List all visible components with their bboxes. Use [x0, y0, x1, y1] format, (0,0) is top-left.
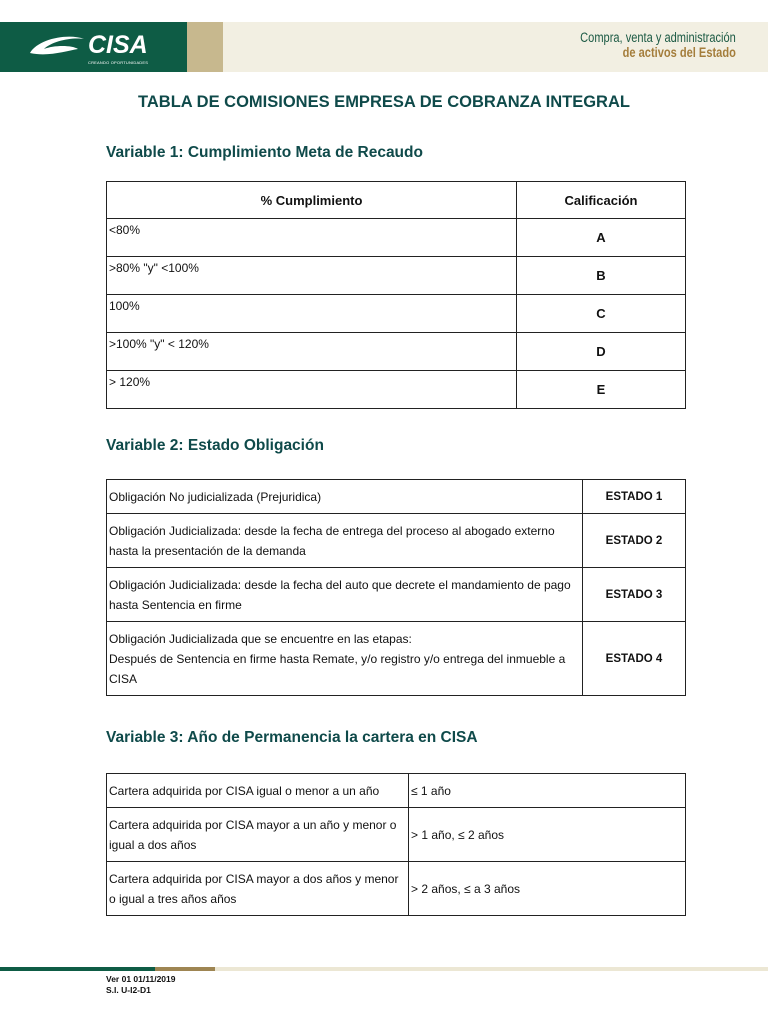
table-row: [107, 257, 686, 295]
grade-cell: B: [517, 257, 686, 295]
table-row: [107, 371, 686, 409]
table-row: [107, 295, 686, 333]
footer-code: S.I. U-I2-D1: [106, 985, 151, 995]
grade-cell: A: [517, 219, 686, 257]
portfolio-range: > 1 año, ≤ 2 años: [409, 808, 686, 862]
table-row: [107, 333, 686, 371]
column-header-cumplimiento: % Cumplimiento: [107, 182, 517, 219]
header-tan-band: [187, 22, 223, 72]
table-row: [107, 808, 686, 862]
obligation-state: ESTADO 2: [583, 514, 686, 568]
footer-cream-band: [215, 967, 768, 971]
footer-tan-band: [155, 967, 215, 971]
portfolio-description: Cartera adquirida por CISA mayor a un año y menor o igual a dos años: [107, 808, 409, 862]
tagline-line-1: Compra, venta y administración: [580, 30, 736, 45]
grade-cell: D: [517, 333, 686, 371]
obligation-description: [107, 622, 583, 696]
logo-subtext: CREANDO OPORTUNIDADES: [88, 60, 149, 65]
range-cell: 100%: [107, 295, 517, 333]
variable1-table: [106, 181, 686, 409]
obligation-description: Obligación Judicializada: desde la fecha de entrega del proceso al abogado externo hasta la presentación de la demanda: [107, 514, 583, 568]
obligation-state: ESTADO 3: [583, 568, 686, 622]
table-row: [107, 514, 686, 568]
portfolio-description: Cartera adquirida por CISA mayor a dos años y menor o igual a tres años años: [107, 862, 409, 916]
grade-cell: E: [517, 371, 686, 409]
portfolio-range: ≤ 1 año: [409, 774, 686, 808]
range-cell: > 120%: [107, 371, 517, 409]
header-tagline: [546, 30, 736, 60]
page-title: TABLA DE COMISIONES EMPRESA DE COBRANZA INTEGRAL: [138, 93, 630, 111]
column-header-calificacion: Calificación: [517, 182, 686, 219]
variable3-table: [106, 773, 686, 916]
table-row: [107, 219, 686, 257]
range-cell: <80%: [107, 219, 517, 257]
table-header-row: [107, 182, 686, 219]
logo-text: CISA: [88, 31, 148, 59]
obligation-description-line-2: Después de Sentencia en firme hasta Remate, y/o registro y/o entrega del inmueble a CISA: [109, 651, 566, 686]
variable3-heading: Variable 3: Año de Permanencia la cartera en CISA: [106, 729, 478, 746]
variable2-table: [106, 479, 686, 696]
table-row: [107, 622, 686, 696]
table-row: [107, 862, 686, 916]
portfolio-range: > 2 años, ≤ a 3 años: [409, 862, 686, 916]
cisa-swoosh-icon: [28, 31, 88, 61]
table-row: [107, 568, 686, 622]
range-cell: >100% "y" < 120%: [107, 333, 517, 371]
table-row: [107, 480, 686, 514]
obligation-description: Obligación Judicializada: desde la fecha del auto que decrete el mandamiento de pago hasta Sentencia en firme: [107, 568, 583, 622]
footer-green-band: [0, 967, 155, 971]
obligation-description: Obligación No judicializada (Prejuridica): [107, 480, 583, 514]
range-cell: >80% "y" <100%: [107, 257, 517, 295]
variable2-heading: Variable 2: Estado Obligación: [106, 437, 324, 454]
footer-info: [106, 974, 176, 996]
footer-version: Ver 01 01/11/2019: [106, 974, 176, 984]
grade-cell: C: [517, 295, 686, 333]
variable1-heading: Variable 1: Cumplimiento Meta de Recaudo: [106, 144, 423, 161]
table-row: [107, 774, 686, 808]
cisa-logo: [28, 31, 178, 67]
tagline-line-2: de activos del Estado: [622, 45, 736, 60]
portfolio-description: Cartera adquirida por CISA igual o menor a un año: [107, 774, 409, 808]
obligation-description-line-1: Obligación Judicializada que se encuentre en las etapas:: [109, 631, 412, 646]
obligation-state: ESTADO 1: [583, 480, 686, 514]
obligation-state: ESTADO 4: [583, 622, 686, 696]
document-header: [0, 22, 768, 72]
